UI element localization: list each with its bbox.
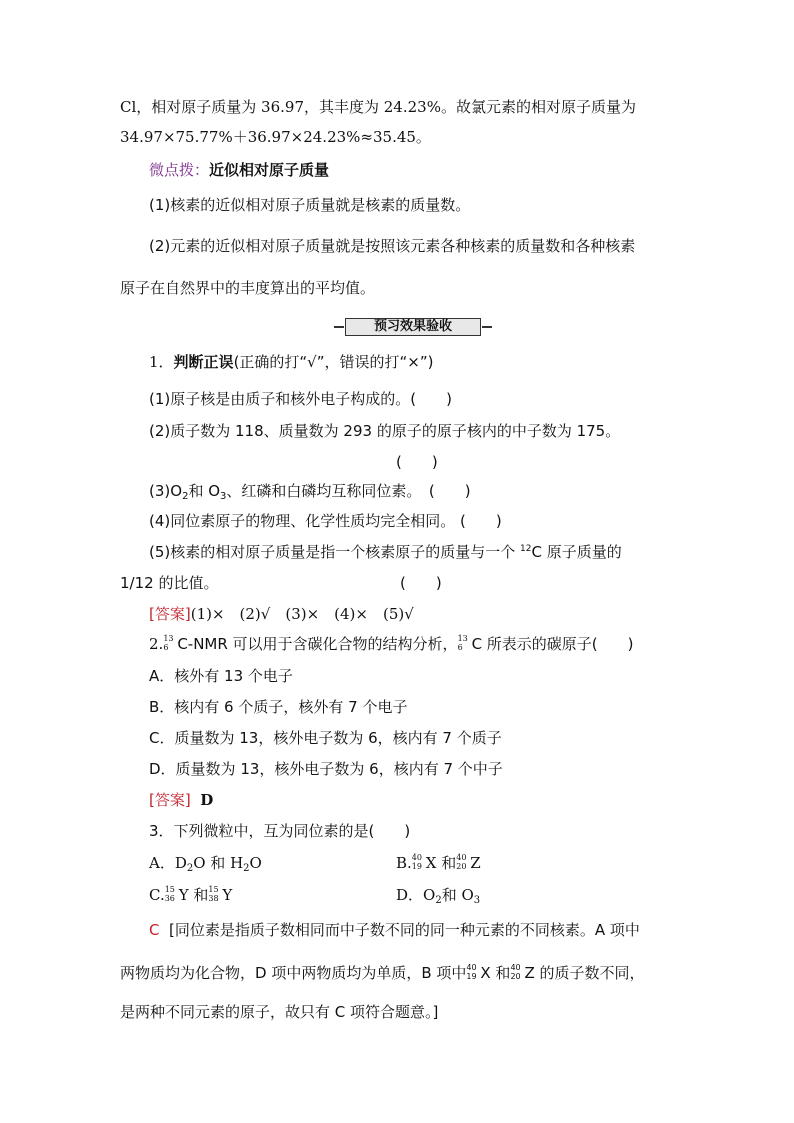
q1-item-3-mid: 和 O: [188, 482, 221, 500]
q3-b-iso1: [411, 853, 426, 872]
q3-c-iso2: [208, 885, 222, 904]
q3-a-sub2: 2: [243, 863, 250, 874]
q3-explanation-2b: X 和: [480, 964, 511, 982]
q1-item-5a-pre: (5)核素的相对原子质量是指一个核素原子的质量与一个: [149, 543, 521, 561]
q3-option-c: [149, 885, 232, 905]
q2-iso1-atomic: 6: [163, 643, 169, 652]
q3-d-sub3: 3: [473, 895, 481, 906]
q1-number: 1．: [149, 353, 174, 371]
q3-a-mid: O 和 H: [193, 854, 244, 872]
q3-b-iso1-mass: 40: [411, 853, 422, 862]
q1-item-3-sub2: 2: [182, 491, 189, 502]
q1-instruction: (正确的打“√”，错误的打“×”): [233, 353, 434, 371]
q2-answer-text: D: [200, 791, 214, 809]
tip-point-2a: (2)元素的近似相对原子质量就是按照该元素各种核素的质量数和各种核素: [149, 237, 636, 255]
q2-answer: [149, 790, 213, 810]
intro-line-1: Cl，相对原子质量为 36.97，其丰度为 24.23%。故氯元素的相对原子质量为: [120, 98, 636, 116]
q3-c-iso1-mass: 15: [164, 885, 175, 894]
q1-item-5a: [149, 542, 622, 562]
q3-expl-iso2: [510, 962, 524, 982]
q2-stem: [149, 634, 634, 654]
q1-heading: [149, 352, 433, 372]
tip-heading: [149, 160, 329, 180]
q2-number: 2.: [149, 635, 164, 653]
q1-item-5a-sup: 12: [520, 544, 532, 554]
q2-iso2-atomic: 6: [457, 643, 463, 652]
q3-b-iso2-mass: 40: [456, 853, 467, 862]
q3-expl-iso1: [466, 962, 480, 982]
q3-explanation-2c: Z 的质子数不同，: [524, 964, 645, 982]
q3-a-sub1: 2: [186, 863, 194, 874]
q3-b-mid: X 和: [425, 854, 457, 872]
q3-option-d: [396, 885, 480, 905]
q1-answer-label: [答案]: [149, 605, 191, 623]
q1-item-5a-post: C 原子质量的: [531, 543, 622, 561]
q3-b-iso2-atomic: 20: [456, 862, 467, 871]
q1-item-4: (4)同位素原子的物理、化学性质均完全相同。 ( ): [149, 512, 502, 530]
q3-explanation-2: [120, 963, 644, 983]
q3-d-pre: D．O: [396, 886, 436, 904]
section-banner: 预习效果验收: [345, 318, 481, 336]
q3-option-a: [149, 853, 262, 873]
q3-expl-iso1-mass: 40: [466, 962, 477, 972]
q3-c-iso2-mass: 15: [208, 885, 219, 894]
q1-item-3-sub3: 3: [220, 491, 227, 502]
q3-b-pre: B.: [396, 854, 412, 872]
q2-option-b: B．核内有 6 个质子，核外有 7 个电子: [149, 698, 408, 716]
q1-item-1: (1)原子核是由质子和核外电子构成的。( ): [149, 390, 452, 408]
q3-expl-iso2-atomic: 20: [510, 971, 521, 981]
q1-answer: [149, 604, 414, 624]
q1-item-5b-paren: ( ): [400, 574, 442, 592]
q1-answer-text: (1)× (2)√ (3)× (4)× (5)√: [190, 605, 414, 623]
q2-isotope-1: [163, 634, 177, 653]
q1-item-3-pre: (3)O: [149, 482, 183, 500]
q3-c-iso1-atomic: 36: [164, 894, 175, 903]
q2-isotope-2: [457, 634, 472, 653]
q3-a-end: O: [249, 854, 262, 872]
tip-title: 近似相对原子质量: [209, 161, 330, 179]
q2-option-a: A．核外有 13 个电子: [149, 667, 293, 685]
q1-item-2-paren: ( ): [396, 453, 438, 471]
intro-line-2: 34.97×75.77%＋36.97×24.23%≈35.45。: [120, 128, 431, 146]
tip-label: 微点拨：: [149, 161, 210, 179]
q2-stem-mid: C-NMR 可以用于含碳化合物的结构分析，: [177, 635, 458, 653]
q3-c-iso1: [164, 885, 179, 904]
q3-b-end: Z: [470, 854, 481, 872]
q3-option-b: [396, 853, 481, 873]
q3-explanation-3: 是两种不同元素的原子，故只有 C 项符合题意。]: [120, 1003, 439, 1021]
q3-expl-iso2-mass: 40: [510, 962, 521, 972]
q1-item-5b: 1/12 的比值。: [120, 574, 219, 592]
q3-stem: 3．下列微粒中，互为同位素的是( ): [149, 822, 411, 840]
q3-d-sub2: 2: [435, 895, 442, 906]
q2-iso1-mass: 13: [163, 634, 174, 643]
tip-point-1: (1)核素的近似相对原子质量就是核素的质量数。: [149, 196, 471, 214]
q2-iso2-mass: 13: [457, 634, 468, 643]
q1-item-3-post: 、红磷和白磷均互称同位素。 ( ): [226, 482, 471, 500]
q3-explanation-1: [149, 920, 640, 940]
q2-stem-end: C 所表示的碳原子( ): [471, 635, 634, 653]
q3-b-iso1-atomic: 19: [411, 862, 422, 871]
q3-explanation-2a: 两物质均为化合物，D 项中两物质均为单质，B 项中: [120, 964, 467, 982]
q2-answer-label: [答案]: [149, 791, 191, 809]
q3-b-iso2: [456, 853, 470, 872]
q1-item-2: (2)质子数为 118、质量数为 293 的原子的原子核内的中子数为 175。: [149, 422, 621, 440]
q2-option-d: D．质量数为 13，核外电子数为 6，核内有 7 个中子: [149, 760, 503, 778]
q2-option-c: C．质量数为 13，核外电子数为 6，核内有 7 个质子: [149, 729, 502, 747]
q3-explanation-1-text: [同位素是指质子数相同而中子数不同的同一种元素的不同核素。A 项中: [169, 921, 640, 939]
q3-d-mid: 和 O: [441, 886, 474, 904]
q3-expl-iso1-atomic: 19: [466, 971, 477, 981]
q3-c-pre: C.: [149, 886, 165, 904]
q3-explanation-answer: C: [149, 921, 160, 939]
q3-c-end: Y: [222, 886, 233, 904]
tip-point-2b: 原子在自然界中的丰度算出的平均值。: [120, 279, 376, 297]
q3-c-iso2-atomic: 38: [208, 894, 219, 903]
q1-title: 判断正误: [173, 353, 234, 371]
q3-a-pre: A．D: [149, 854, 187, 872]
q1-item-3: [149, 481, 471, 501]
q3-c-mid: Y 和: [178, 886, 209, 904]
